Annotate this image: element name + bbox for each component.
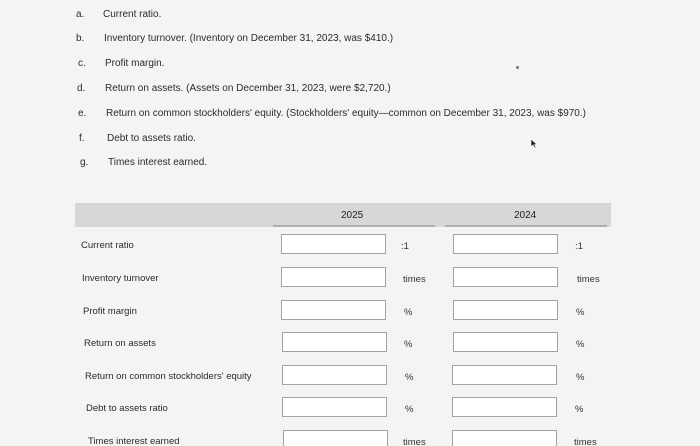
question-letter: d. <box>77 83 86 94</box>
unit-label: times <box>403 274 426 285</box>
table-header <box>75 203 611 227</box>
question-text: Return on common stockholders' equity. (Stockholders' equity—common on December 31, 2023, was $970.) <box>106 108 586 119</box>
question-text: Current ratio. <box>103 9 162 20</box>
ratio-table <box>75 203 611 446</box>
question-letter: g. <box>80 157 89 168</box>
question-letter: c. <box>78 58 86 69</box>
profit-margin-2024-input[interactable] <box>453 300 558 320</box>
unit-label: % <box>405 372 414 383</box>
return-on-assets-2024-input[interactable] <box>453 332 558 352</box>
unit-label: times <box>574 437 597 446</box>
column-header-2025: 2025 <box>341 210 364 221</box>
debt-to-assets-2025-input[interactable] <box>282 397 387 417</box>
question-letter: e. <box>78 108 87 119</box>
unit-label: :1 <box>401 241 409 252</box>
unit-label: % <box>576 372 585 383</box>
header-underline-2025 <box>273 225 435 227</box>
debt-to-assets-2024-input[interactable] <box>452 397 557 417</box>
unit-label: % <box>576 339 585 350</box>
times-interest-earned-2024-input[interactable] <box>452 430 557 446</box>
column-header-2024: 2024 <box>514 210 537 221</box>
question-text: Times interest earned. <box>108 157 208 168</box>
header-underline-2024 <box>445 225 607 227</box>
unit-label: times <box>577 274 600 285</box>
return-on-equity-2025-input[interactable] <box>282 365 387 385</box>
row-label: Debt to assets ratio <box>86 403 168 414</box>
unit-label: :1 <box>575 241 583 252</box>
table-row <box>75 229 611 262</box>
question-text: Inventory turnover. (Inventory on December 31, 2023, was $410.) <box>104 33 394 44</box>
question-text: Profit margin. <box>105 58 165 69</box>
unit-label: % <box>575 404 584 415</box>
question-letter: b. <box>76 33 85 44</box>
inventory-turnover-2025-input[interactable] <box>281 267 386 287</box>
table-row <box>75 327 611 360</box>
row-label: Return on common stockholders' equity <box>85 371 252 382</box>
row-label: Profit margin <box>83 306 137 317</box>
return-on-assets-2025-input[interactable] <box>282 332 387 352</box>
profit-margin-2025-input[interactable] <box>281 300 386 320</box>
unit-label: % <box>404 307 413 318</box>
mouse-pointer-icon <box>530 138 538 152</box>
question-letter: f. <box>79 133 85 144</box>
row-label: Return on assets <box>84 338 156 349</box>
question-letter: a. <box>76 9 85 20</box>
row-label: Inventory turnover <box>82 273 159 284</box>
current-ratio-2024-input[interactable] <box>453 234 558 254</box>
stray-dot <box>516 66 519 69</box>
current-ratio-2025-input[interactable] <box>281 234 386 254</box>
question-text: Return on assets. (Assets on December 31, 2023, were $2,720.) <box>105 83 391 94</box>
row-label: Times interest earned <box>88 436 180 446</box>
table-row <box>75 295 611 328</box>
row-label: Current ratio <box>81 240 134 251</box>
unit-label: % <box>404 339 413 350</box>
question-text: Debt to assets ratio. <box>107 133 196 144</box>
unit-label: % <box>405 404 414 415</box>
table-row <box>75 360 611 393</box>
times-interest-earned-2025-input[interactable] <box>283 430 388 446</box>
table-row <box>75 262 611 295</box>
table-row <box>75 392 611 425</box>
unit-label: % <box>576 307 585 318</box>
inventory-turnover-2024-input[interactable] <box>453 267 558 287</box>
table-row <box>75 425 611 446</box>
unit-label: times <box>403 437 426 446</box>
return-on-equity-2024-input[interactable] <box>452 365 557 385</box>
